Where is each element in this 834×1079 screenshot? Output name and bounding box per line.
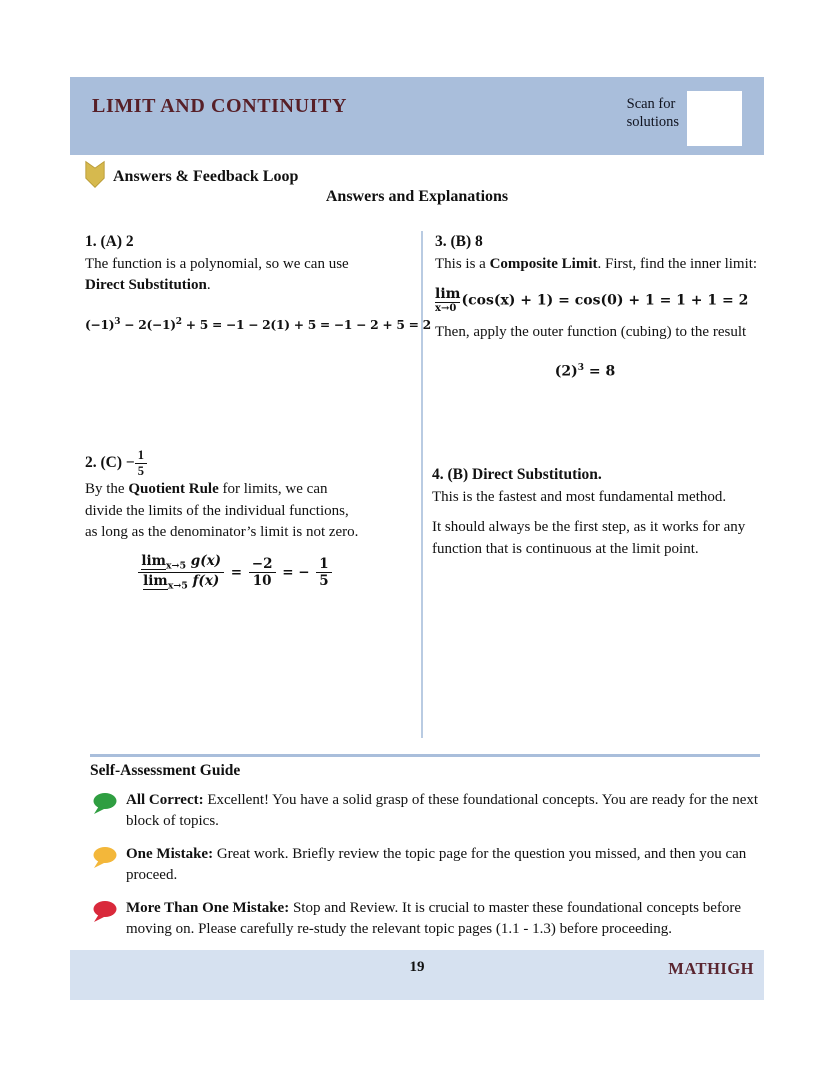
answer-1-body: The function is a polynomial, so we can use Direct Substitution.: [85, 255, 349, 293]
list-item-all-correct: [92, 790, 764, 832]
chapter-title: LIMIT AND CONTINUITY: [92, 95, 348, 117]
self-assessment-list: [92, 790, 764, 952]
answer-4: [432, 464, 770, 560]
list-item-more-mistakes: [92, 898, 764, 940]
fraction: $\frac{1}{5}$: [135, 449, 147, 478]
answer-2-equation: $\frac{\lim_{x\to 5} g(x)}{\lim_{x\to 5} f(x)}$ = $\frac{-2}{10}$ = − $\frac{1}{5}$: [85, 554, 385, 592]
fraction: $\frac{-2}{10}$: [249, 557, 276, 588]
answer-4-body-1: This is the fastest and most fundamental method.: [432, 488, 727, 505]
green-speech-bubble-icon: [92, 790, 118, 832]
section-title: Answers & Feedback Loop: [113, 168, 299, 185]
answer-1: [85, 231, 431, 335]
list-item-text: One Mistake: Great work. Briefly review the topic page for the question you missed, and then you can proceed.: [126, 846, 747, 883]
page-subtitle: Answers and Explanations: [325, 188, 509, 205]
list-item-text: More Than One Mistake: Stop and Review. It is crucial to master these foundational concepts before moving on. Please carefully re-study the relevant topic pages (1.1 - 1.3) before proceeding.: [126, 900, 742, 937]
chapter-header-bar: [70, 77, 764, 155]
scan-for-solutions: [627, 91, 742, 146]
answer-1-equation: $(-1)^3 - 2(-1)^2 + 5 = -1 - 2(1) + 5 = -1 - 2 + 5 = 2$: [85, 316, 431, 332]
horizontal-rule: [90, 754, 760, 757]
answer-3-label: 3. (B) 8: [435, 233, 483, 250]
answer-2-label: 2. (C) − $\frac{1}{5}$: [85, 449, 432, 478]
answer-1-label: 1. (A) 2: [85, 233, 134, 250]
limit-fraction: $\frac{\lim_{x\to 5} g(x)}{\lim_{x\to 5} f(x)}$: [138, 554, 224, 592]
answer-3-equation-1: lim x→0 (cos(x) + 1) = cos(0) + 1 = 1 + 1 = 2: [435, 286, 749, 314]
yellow-speech-bubble-icon: [92, 844, 118, 886]
limit-notation: lim x→0: [435, 286, 461, 314]
qr-code-placeholder: [687, 91, 742, 146]
list-item-one-mistake: [92, 844, 764, 886]
brand-name: MATHIGH: [668, 959, 754, 978]
scan-label: Scan for solutions: [626, 96, 679, 130]
self-assessment-title: Self-Assessment Guide: [90, 762, 241, 779]
answer-2: [85, 449, 432, 592]
answer-3-equation-2: $(2)^3 = 8$: [554, 362, 616, 380]
answer-3-body-2: Then, apply the outer function (cubing) to the result: [435, 324, 747, 340]
answer-2-body: By the Quotient Rule for limits, we can divide the limits of the individual functions, as long as the denominator’s limit is not zero.: [85, 481, 359, 541]
page-number: 19: [409, 959, 425, 975]
answer-3: [435, 231, 765, 383]
list-item-text: All Correct: Excellent! You have a solid grasp of these foundational concepts. You are ready for the next block of topics.: [126, 792, 759, 829]
red-speech-bubble-icon: [92, 898, 118, 940]
answer-4-label: 4. (B) Direct Substitution.: [432, 466, 602, 483]
fraction: $\frac{1}{5}$: [316, 557, 331, 588]
answer-4-body-2: It should always be the first step, as it works for any function that is continuous at the limit point.: [432, 519, 746, 557]
answer-3-body: This is a Composite Limit. First, find the inner limit:: [435, 255, 758, 272]
